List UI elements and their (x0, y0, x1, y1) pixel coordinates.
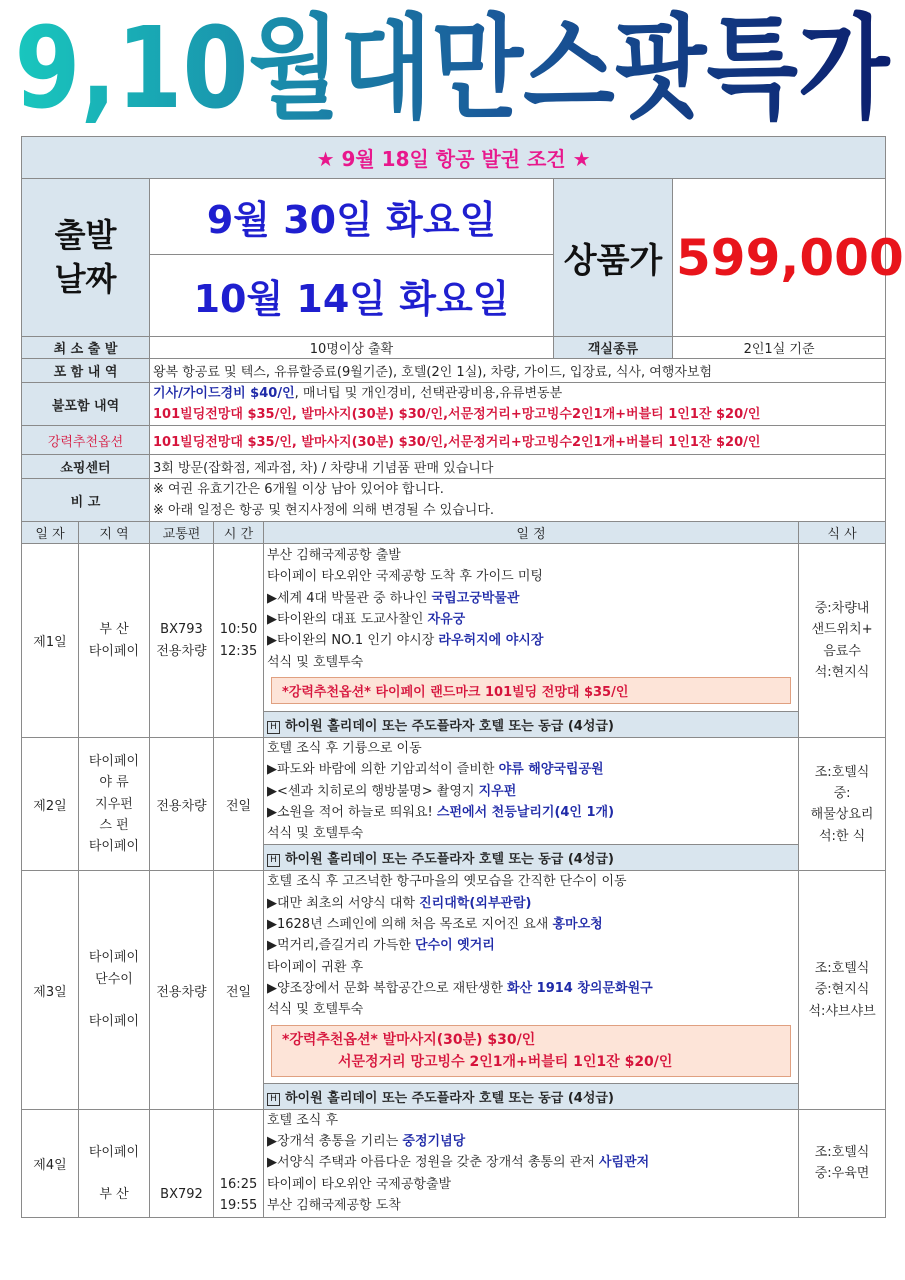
day2-schedule: 호텔 조식 후 기륭으로 이동 ▶파도와 바람에 의한 기암괴석이 즐비한 야류 해양국립공원 ▶<센과 치히로의 행방불명> 촬영지 지우펀 ▶소원을 적어 하늘로 띄워요! 스펀에서 천등날리기(4인 1개) 석식 및 호텔투숙 (264, 738, 799, 845)
day3-meal: 조:호텔식 중:현지식 석:샤브샤브 (799, 871, 886, 1109)
day4-transport: BX792 (150, 1109, 214, 1217)
day2-transport: 전용차량 (150, 738, 214, 871)
price-label: 상품가 (554, 179, 673, 337)
day2-time: 전일 (214, 738, 264, 871)
day4-label: 제4일 (22, 1109, 79, 1217)
day4-meal: 조:호텔식 중:우육면 (799, 1109, 886, 1217)
recommended-option-label: 강력추천옵션 (22, 426, 150, 455)
departure-date-1: 9월 30일 화요일 (150, 179, 554, 255)
day2-hotel: H 하이원 홀리데이 또는 주도플라자 호텔 또는 동급 (4성급) (264, 845, 799, 871)
note-value (150, 479, 886, 522)
hotel-h-icon: H (267, 1093, 280, 1106)
shopping-label: 쇼핑센터 (22, 455, 150, 479)
excluded-rest: , 매너팁 및 개인경비, 선택관광비용,유류변동분 (294, 386, 563, 401)
room-type-label: 객실종류 (554, 337, 673, 359)
page-title (10, 2, 895, 130)
header-region: 지 역 (79, 522, 150, 544)
departure-label: 출발 날짜 (22, 179, 150, 337)
day2-label: 제2일 (22, 738, 79, 871)
day1-hotel: H 하이원 홀리데이 또는 주도플라자 호텔 또는 동급 (4성급) (264, 712, 799, 738)
note-2: ※ 아래 일정은 항공 및 현지사정에 의해 변경될 수 있습니다. (153, 503, 495, 518)
price-value: 599,000 (673, 179, 886, 337)
day3-hotel: H 하이원 홀리데이 또는 주도플라자 호텔 또는 동급 (4성급) (264, 1083, 799, 1109)
day3-time: 전일 (214, 871, 264, 1109)
day1-label: 제1일 (22, 544, 79, 738)
day1-option-box: *강력추천옵션* 타이페이 랜드마크 101빌딩 전망대 $35/인 (271, 677, 791, 704)
day3-label: 제3일 (22, 871, 79, 1109)
header-schedule: 일 정 (264, 522, 799, 544)
header-transport: 교통편 (150, 522, 214, 544)
shopping-value: 3회 방문(잡화점, 제과점, 차) / 차량내 기념품 판매 있습니다 (150, 455, 886, 479)
day2-meal: 조:호텔식 중: 해물상요리 석:한 식 (799, 738, 886, 871)
recommended-option-value: 101빌딩전망대 $35/인, 발마사지(30분) $30/인,서문정거리+망고빙수2인1개+버블티 1인1잔 $20/인 (150, 426, 886, 455)
day3-schedule: 호텔 조식 후 고즈넉한 항구마을의 옛모습을 간직한 단수이 이동 ▶대만 최초의 서양식 대학 진리대학(외부관람) ▶1628년 스페인에 의해 처음 목조로 지어진 요새 홍마오청 ▶먹거리,즐길거리 가득한 단수이 옛거리 타이페이 귀환 후 ▶양조장에서 문화 복합공간으로 재탄생한 화산 1914 창의문화원구 석식 및 호텔투숙 *강력추천옵션* 발마사지(30분) $30/인 서문정거리 망고빙수 2인1개+버블티 1인1잔 $20/인 (264, 871, 799, 1083)
day1-meal: 중:차량내 샌드위치+ 음료수 석:현지식 (799, 544, 886, 738)
excluded-value (150, 383, 886, 426)
hotel-h-icon: H (267, 854, 280, 867)
min-departure-label: 최 소 출 발 (22, 337, 150, 359)
itinerary-table (21, 136, 904, 1218)
title-text: 9,10월대만스팟특가 (14, 4, 892, 130)
note-label: 비 고 (22, 479, 150, 522)
day1-schedule: 부산 김해국제공항 출발 타이페이 타오위안 국제공항 도착 후 가이드 미팅 ▶세계 4대 박물관 중 하나인 국립고궁박물관 ▶타이완의 대표 도교사찰인 자유궁 ▶타이완의 NO.1 인기 야시장 라우허지에 야시장 석식 및 호텔투숙 *강력추천옵션* 타이페이 랜드마크 101빌딩 전망대 $35/인 (264, 544, 799, 712)
day3-transport: 전용차량 (150, 871, 214, 1109)
departure-date-2: 10월 14일 화요일 (150, 255, 554, 337)
min-departure-value: 10명이상 출확 (150, 337, 554, 359)
note-1: ※ 여권 유효기간은 6개월 이상 남아 있어야 합니다. (153, 482, 444, 497)
day2-region: 타이페이 야 류 지우펀 스 펀 타이페이 (79, 738, 150, 871)
day3-option-box: *강력추천옵션* 발마사지(30분) $30/인 서문정거리 망고빙수 2인1개+버블티 1인1잔 $20/인 (271, 1025, 791, 1077)
day4-region: 타이페이 부 산 (79, 1109, 150, 1217)
included-label: 포 함 내 역 (22, 359, 150, 383)
header-time: 시 간 (214, 522, 264, 544)
guide-fee: 기사/가이드경비 $40/인 (153, 386, 295, 401)
day4-schedule: 호텔 조식 후 ▶장개석 총통을 기리는 중정기념당 ▶서양식 주택과 아름다운 정원을 갖춘 장개석 총통의 관저 사림관저 타이페이 타오위안 국제공항출발 부산 김해국제공항 도착 (264, 1109, 799, 1217)
day3-region: 타이페이 단수이 타이페이 (79, 871, 150, 1109)
room-type-value: 2인1실 기준 (673, 337, 886, 359)
day1-transport: BX793 전용차량 (150, 544, 214, 738)
header-day: 일 자 (22, 522, 79, 544)
header-meal: 식 사 (799, 522, 886, 544)
day1-time: 10:50 12:35 (214, 544, 264, 738)
hotel-h-icon: H (267, 721, 280, 734)
day4-time: 16:25 19:55 (214, 1109, 264, 1217)
excluded-label: 불포함 내역 (22, 383, 150, 426)
excluded-options: 101빌딩전망대 $35/인, 발마사지(30분) $30/인,서문정거리+망고빙수2인1개+버블티 1인1잔 $20/인 (153, 407, 761, 422)
day1-region: 부 산 타이페이 (79, 544, 150, 738)
issue-condition: ★ 9월 18일 항공 발권 조건 ★ (22, 137, 886, 179)
included-value: 왕복 항공료 및 텍스, 유류할증료(9월기준), 호텔(2인 1실), 차량, 가이드, 입장료, 식사, 여행자보험 (150, 359, 886, 383)
